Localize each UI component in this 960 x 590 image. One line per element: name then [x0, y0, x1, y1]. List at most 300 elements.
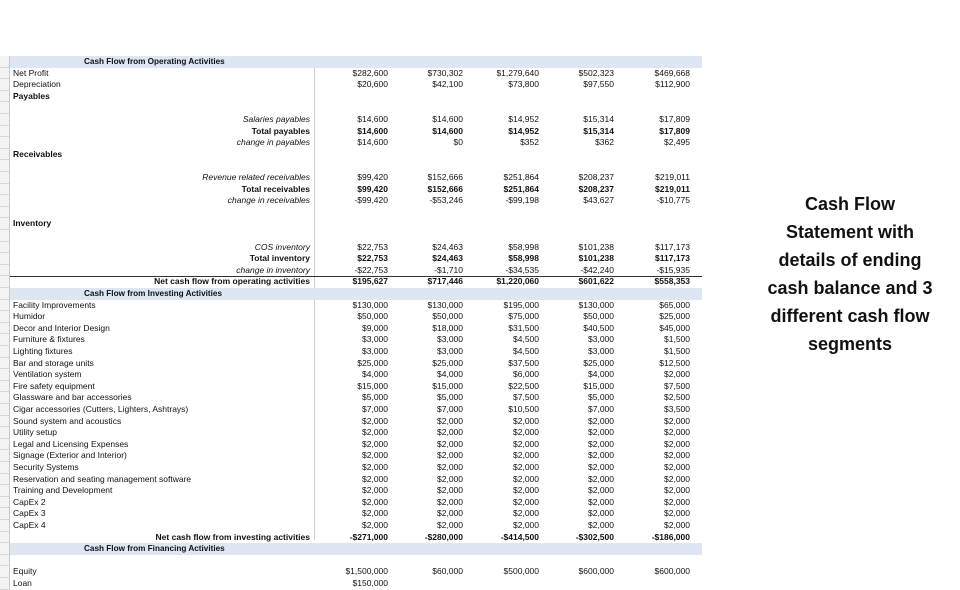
- table-row: [0, 532, 702, 544]
- value-cell[interactable]: $2,000: [362, 473, 388, 484]
- table-row: [0, 474, 702, 486]
- row-label[interactable]: Inventory: [13, 218, 52, 229]
- value-cell[interactable]: $7,000: [588, 404, 614, 414]
- table-row: [0, 392, 702, 404]
- row-header-cell[interactable]: [0, 474, 10, 486]
- value-cell[interactable]: $2,000: [362, 508, 388, 519]
- value-cell[interactable]: $2,000: [362, 462, 388, 472]
- table-row: [0, 508, 702, 520]
- row-header-cell[interactable]: [0, 392, 10, 404]
- value-cell[interactable]: $75,000: [508, 311, 539, 322]
- value-cell[interactable]: $2,000: [362, 415, 388, 426]
- value-cell[interactable]: $2,000: [513, 462, 539, 472]
- value-cell[interactable]: $73,800: [508, 79, 539, 90]
- row-label[interactable]: Furniture & fixtures: [13, 334, 85, 345]
- row-header-cell[interactable]: [0, 497, 10, 509]
- value-cell[interactable]: -$271,000: [349, 531, 388, 542]
- row-header-cell[interactable]: [0, 79, 10, 91]
- row-header-cell[interactable]: [0, 184, 10, 196]
- value-cell[interactable]: $14,952: [508, 114, 539, 124]
- row-header-cell[interactable]: [0, 543, 10, 555]
- row-label[interactable]: Legal and Licensing Expenses: [13, 438, 129, 449]
- row-label[interactable]: Total receivables: [241, 183, 310, 194]
- row-label[interactable]: CapEx 3: [13, 508, 46, 519]
- value-cell[interactable]: $9,000: [362, 322, 388, 333]
- row-header-cell[interactable]: [0, 172, 10, 184]
- value-cell[interactable]: $2,000: [437, 508, 463, 519]
- table-row: [0, 230, 702, 242]
- row-label[interactable]: Loan: [13, 578, 32, 588]
- row-header-cell[interactable]: [0, 578, 10, 590]
- value-cell[interactable]: $2,000: [664, 496, 690, 507]
- row-label[interactable]: Signage (Exterior and Interior): [13, 450, 127, 461]
- row-header-cell[interactable]: [0, 520, 10, 532]
- value-cell[interactable]: $15,314: [583, 125, 614, 136]
- value-cell[interactable]: $4,500: [513, 334, 539, 345]
- table-row: [0, 184, 702, 196]
- value-cell[interactable]: $112,900: [655, 79, 690, 90]
- row-label[interactable]: Net cash flow from investing activities: [155, 531, 310, 542]
- value-cell[interactable]: $2,000: [588, 473, 614, 484]
- value-cell[interactable]: $1,500: [664, 334, 690, 345]
- row-label[interactable]: Equity: [13, 566, 37, 577]
- value-cell[interactable]: $50,000: [432, 311, 463, 322]
- table-row: [0, 172, 702, 184]
- value-cell[interactable]: $2,000: [513, 450, 539, 461]
- row-label[interactable]: Cash Flow from Investing Activities: [84, 289, 222, 298]
- value-cell[interactable]: $40,500: [583, 322, 614, 333]
- table-row: [0, 276, 702, 288]
- row-label[interactable]: Cash Flow from Financing Activities: [84, 544, 225, 554]
- value-cell[interactable]: $97,550: [583, 79, 614, 90]
- value-cell[interactable]: $7,500: [664, 380, 690, 391]
- row-label[interactable]: Net Profit: [13, 67, 49, 78]
- value-cell[interactable]: $15,000: [357, 380, 388, 391]
- value-cell[interactable]: $717,446: [427, 276, 463, 287]
- value-cell[interactable]: $25,000: [357, 357, 388, 368]
- row-label[interactable]: Humidor: [13, 311, 46, 322]
- row-label[interactable]: Utility setup: [13, 427, 57, 438]
- value-cell[interactable]: $20,600: [357, 79, 388, 90]
- table-row: [0, 195, 702, 207]
- row-header-cell[interactable]: [0, 137, 10, 149]
- row-header-cell[interactable]: [0, 265, 10, 277]
- row-header-cell[interactable]: [0, 68, 10, 80]
- value-cell[interactable]: $558,353: [654, 276, 690, 287]
- value-cell[interactable]: $251,864: [503, 183, 539, 194]
- row-header-cell[interactable]: [0, 102, 10, 114]
- row-header-cell[interactable]: [0, 555, 10, 567]
- value-cell[interactable]: $195,627: [352, 276, 388, 287]
- table-row: [0, 160, 702, 172]
- row-label[interactable]: Salaries payables: [242, 114, 310, 124]
- row-label[interactable]: CapEx 4: [13, 520, 46, 530]
- table-row: [0, 126, 702, 138]
- table-row: [0, 566, 702, 578]
- value-cell[interactable]: $31,500: [508, 322, 539, 333]
- table-row: [0, 578, 702, 590]
- row-label[interactable]: Receivables: [13, 148, 63, 159]
- value-cell[interactable]: $2,000: [437, 438, 463, 449]
- row-label[interactable]: Total inventory: [249, 253, 310, 264]
- table-row: [0, 91, 702, 103]
- value-cell[interactable]: $1,500,000: [345, 566, 388, 577]
- value-cell[interactable]: $37,500: [508, 357, 539, 368]
- value-cell[interactable]: $2,000: [362, 450, 388, 461]
- row-header-cell[interactable]: [0, 218, 10, 230]
- value-cell[interactable]: $2,000: [437, 496, 463, 507]
- value-cell[interactable]: $25,000: [583, 357, 614, 368]
- row-header-cell[interactable]: [0, 160, 10, 172]
- row-label[interactable]: Revenue related receivables: [202, 172, 310, 182]
- table-row: [0, 68, 702, 80]
- table-row: [0, 497, 702, 509]
- value-cell[interactable]: $99,420: [357, 172, 388, 182]
- value-cell[interactable]: $5,000: [588, 392, 614, 403]
- value-cell[interactable]: -$186,000: [651, 531, 690, 542]
- value-cell[interactable]: $1,220,060: [496, 276, 539, 287]
- row-label[interactable]: change in inventory: [236, 264, 310, 275]
- value-cell[interactable]: $2,000: [664, 438, 690, 449]
- row-header-cell[interactable]: [0, 566, 10, 578]
- value-cell[interactable]: $14,952: [508, 125, 539, 136]
- side-caption: Cash Flow Statement with details of ending cash balance and 3 different cash flow segments: [767, 194, 933, 354]
- row-label[interactable]: Decor and Interior Design: [13, 322, 110, 333]
- row-label[interactable]: Bar and storage units: [13, 357, 94, 368]
- value-cell[interactable]: -$10,775: [656, 195, 690, 206]
- value-cell[interactable]: $4,000: [362, 369, 388, 380]
- value-cell[interactable]: $58,998: [508, 241, 539, 252]
- row-label[interactable]: COS inventory: [254, 241, 310, 252]
- value-cell[interactable]: $2,000: [513, 438, 539, 449]
- value-cell[interactable]: $7,000: [437, 404, 463, 414]
- value-cell[interactable]: $251,864: [503, 172, 539, 182]
- value-cell[interactable]: $2,000: [588, 438, 614, 449]
- row-header-cell[interactable]: [0, 230, 10, 242]
- value-cell[interactable]: $60,000: [432, 566, 463, 577]
- row-label[interactable]: Net cash flow from operating activities: [154, 276, 310, 287]
- table-row: [0, 381, 702, 393]
- value-cell[interactable]: $15,000: [583, 380, 614, 391]
- value-cell[interactable]: $2,000: [588, 415, 614, 426]
- row-label[interactable]: Reservation and seating management software: [13, 473, 192, 484]
- value-cell[interactable]: $22,753: [357, 253, 388, 264]
- row-label[interactable]: Payables: [13, 90, 50, 101]
- row-header-cell[interactable]: [0, 416, 10, 428]
- row-label[interactable]: change in receivables: [227, 195, 310, 206]
- value-cell[interactable]: $42,100: [432, 79, 463, 90]
- table-row: [0, 450, 702, 462]
- row-header-cell[interactable]: [0, 462, 10, 474]
- value-cell[interactable]: $24,463: [432, 241, 463, 252]
- value-cell[interactable]: $2,000: [362, 427, 388, 438]
- value-cell[interactable]: $150,000: [352, 578, 388, 588]
- row-header-cell[interactable]: [0, 485, 10, 497]
- value-cell[interactable]: $208,237: [578, 172, 614, 182]
- row-header-cell[interactable]: [0, 346, 10, 358]
- row-header-cell[interactable]: [0, 288, 10, 300]
- row-label[interactable]: Cigar accessories (Cutters, Lighters, Ashtrays): [13, 404, 189, 414]
- value-cell[interactable]: $4,500: [513, 346, 539, 356]
- value-cell[interactable]: $2,000: [588, 462, 614, 472]
- value-cell[interactable]: $2,000: [588, 496, 614, 507]
- value-cell[interactable]: -$53,246: [429, 195, 463, 206]
- value-cell[interactable]: $25,000: [432, 357, 463, 368]
- row-header-cell[interactable]: [0, 450, 10, 462]
- value-cell[interactable]: $14,600: [432, 125, 463, 136]
- row-header-cell[interactable]: [0, 91, 10, 103]
- table-row: [0, 218, 702, 230]
- value-cell[interactable]: $2,000: [437, 473, 463, 484]
- value-cell[interactable]: $130,000: [578, 299, 614, 310]
- value-cell[interactable]: $152,666: [427, 172, 463, 182]
- table-row: [0, 311, 702, 323]
- value-cell[interactable]: $600,000: [654, 566, 690, 577]
- value-cell[interactable]: $17,809: [659, 125, 690, 136]
- row-header-cell[interactable]: [0, 195, 10, 207]
- value-cell[interactable]: $219,011: [655, 183, 690, 194]
- row-label[interactable]: Total payables: [251, 125, 310, 136]
- value-cell[interactable]: $601,622: [578, 276, 614, 287]
- value-cell[interactable]: -$1,710: [434, 264, 463, 275]
- table-row: [0, 462, 702, 474]
- row-header-cell[interactable]: [0, 311, 10, 323]
- section-header-row: [0, 288, 702, 300]
- value-cell[interactable]: $5,000: [437, 392, 463, 403]
- value-cell[interactable]: $2,000: [588, 485, 614, 496]
- table-row: [0, 416, 702, 428]
- value-cell[interactable]: $2,000: [437, 415, 463, 426]
- value-cell[interactable]: $282,600: [352, 67, 388, 78]
- value-cell[interactable]: $2,000: [437, 462, 463, 472]
- row-header-cell[interactable]: [0, 334, 10, 346]
- value-cell[interactable]: $2,000: [437, 520, 463, 530]
- value-cell[interactable]: $2,000: [362, 438, 388, 449]
- value-cell[interactable]: $2,000: [513, 520, 539, 530]
- spreadsheet: [0, 56, 702, 588]
- value-cell[interactable]: $15,000: [432, 380, 463, 391]
- value-cell[interactable]: -$302,500: [575, 531, 614, 542]
- value-cell[interactable]: $2,000: [513, 473, 539, 484]
- value-cell[interactable]: -$280,000: [424, 531, 463, 542]
- table-row: [0, 555, 702, 567]
- row-header-cell[interactable]: [0, 276, 10, 288]
- value-cell[interactable]: $2,000: [588, 427, 614, 438]
- value-cell[interactable]: -$99,198: [505, 195, 539, 206]
- value-cell[interactable]: $2,000: [664, 473, 690, 484]
- value-cell[interactable]: $50,000: [583, 311, 614, 322]
- value-cell[interactable]: $469,668: [654, 67, 690, 78]
- value-cell[interactable]: $352: [520, 137, 539, 148]
- table-row: [0, 427, 702, 439]
- value-cell[interactable]: $730,302: [427, 67, 463, 78]
- row-header-cell[interactable]: [0, 253, 10, 265]
- row-header-cell[interactable]: [0, 126, 10, 138]
- table-row: [0, 334, 702, 346]
- value-cell[interactable]: $14,600: [357, 137, 388, 148]
- value-cell[interactable]: $2,000: [437, 450, 463, 461]
- row-header-cell[interactable]: [0, 404, 10, 416]
- value-cell[interactable]: $65,000: [659, 299, 690, 310]
- value-cell[interactable]: $22,753: [357, 241, 388, 252]
- table-row: [0, 485, 702, 497]
- table-row: [0, 346, 702, 358]
- value-cell[interactable]: $2,000: [362, 520, 388, 530]
- value-cell[interactable]: $502,323: [578, 67, 614, 78]
- value-cell[interactable]: $2,000: [664, 415, 690, 426]
- table-row: [0, 114, 702, 126]
- value-cell[interactable]: $2,000: [664, 427, 690, 438]
- value-cell[interactable]: $2,500: [664, 392, 690, 403]
- table-row: [0, 207, 702, 219]
- row-label[interactable]: Depreciation: [13, 79, 61, 90]
- value-cell[interactable]: $1,279,640: [496, 67, 539, 78]
- value-cell[interactable]: $99,420: [357, 183, 388, 194]
- value-cell[interactable]: $2,000: [362, 485, 388, 496]
- value-cell[interactable]: $3,000: [437, 334, 463, 345]
- value-cell[interactable]: $600,000: [578, 566, 614, 577]
- value-cell[interactable]: $22,500: [508, 380, 539, 391]
- value-cell[interactable]: $10,500: [508, 404, 539, 414]
- value-cell[interactable]: $2,495: [664, 137, 690, 148]
- value-cell[interactable]: $130,000: [427, 299, 463, 310]
- value-cell[interactable]: $1,500: [664, 346, 690, 356]
- value-cell[interactable]: $2,000: [513, 508, 539, 519]
- value-cell[interactable]: $500,000: [503, 566, 539, 577]
- table-row: [0, 520, 702, 532]
- value-cell[interactable]: $117,173: [655, 241, 690, 252]
- value-cell[interactable]: $12,500: [659, 357, 690, 368]
- value-cell[interactable]: $101,238: [578, 241, 614, 252]
- value-cell[interactable]: $50,000: [357, 311, 388, 322]
- value-cell[interactable]: $2,000: [664, 450, 690, 461]
- value-cell[interactable]: $2,000: [437, 427, 463, 438]
- value-cell[interactable]: $3,000: [362, 346, 388, 356]
- value-cell[interactable]: $7,000: [362, 404, 388, 414]
- value-cell[interactable]: $14,600: [432, 114, 463, 124]
- value-cell[interactable]: $362: [595, 137, 614, 148]
- value-cell[interactable]: $219,011: [655, 172, 690, 182]
- value-cell[interactable]: $101,238: [578, 253, 614, 264]
- row-label[interactable]: Sound system and acoustics: [13, 415, 122, 426]
- table-row: [0, 102, 702, 114]
- value-cell[interactable]: $2,000: [513, 485, 539, 496]
- row-header-cell[interactable]: [0, 149, 10, 161]
- row-label[interactable]: Ventilation system: [13, 369, 82, 380]
- value-cell[interactable]: $2,000: [664, 520, 690, 530]
- row-header-cell[interactable]: [0, 369, 10, 381]
- value-cell[interactable]: $2,000: [664, 508, 690, 519]
- row-header-cell[interactable]: [0, 242, 10, 254]
- value-cell[interactable]: $130,000: [352, 299, 388, 310]
- value-cell[interactable]: $3,500: [664, 404, 690, 414]
- row-header-cell[interactable]: [0, 427, 10, 439]
- row-header-cell[interactable]: [0, 439, 10, 451]
- table-row: [0, 242, 702, 254]
- value-cell[interactable]: $117,173: [655, 253, 690, 264]
- row-label[interactable]: change in payables: [236, 137, 310, 148]
- value-cell[interactable]: $14,600: [357, 125, 388, 136]
- value-cell[interactable]: $7,500: [513, 392, 539, 403]
- row-label[interactable]: Glassware and bar accessories: [13, 392, 132, 403]
- row-label[interactable]: Facility Improvements: [13, 299, 96, 310]
- value-cell[interactable]: $4,000: [588, 369, 614, 380]
- row-header-cell[interactable]: [0, 381, 10, 393]
- value-cell[interactable]: $2,000: [588, 450, 614, 461]
- value-cell[interactable]: $3,000: [588, 346, 614, 356]
- value-cell[interactable]: $3,000: [362, 334, 388, 345]
- row-header-cell[interactable]: [0, 56, 10, 68]
- value-cell[interactable]: -$414,500: [500, 531, 539, 542]
- table-row: [0, 137, 702, 149]
- row-header-cell[interactable]: [0, 207, 10, 219]
- value-cell[interactable]: $5,000: [362, 392, 388, 403]
- table-row: [0, 369, 702, 381]
- value-cell[interactable]: -$34,535: [505, 264, 539, 275]
- value-cell[interactable]: $25,000: [659, 311, 690, 322]
- value-cell[interactable]: -$42,240: [580, 264, 614, 275]
- row-header-cell[interactable]: [0, 358, 10, 370]
- value-cell[interactable]: $4,000: [437, 369, 463, 380]
- value-cell[interactable]: $0: [453, 137, 463, 148]
- value-cell[interactable]: -$99,420: [354, 195, 388, 206]
- row-label[interactable]: Training and Development: [13, 485, 113, 496]
- value-cell[interactable]: $24,463: [432, 253, 463, 264]
- value-cell[interactable]: $2,000: [664, 462, 690, 472]
- value-cell[interactable]: $2,000: [664, 485, 690, 496]
- row-label[interactable]: Lighting fixtures: [13, 346, 73, 356]
- row-header-cell[interactable]: [0, 300, 10, 312]
- row-label[interactable]: Cash Flow from Operating Activities: [84, 57, 225, 66]
- value-cell[interactable]: $2,000: [664, 369, 690, 380]
- table-row: [0, 149, 702, 161]
- value-cell[interactable]: $2,000: [588, 508, 614, 519]
- value-cell[interactable]: $2,000: [362, 496, 388, 507]
- value-cell[interactable]: $58,998: [508, 253, 539, 264]
- row-label[interactable]: Fire safety equipment: [13, 380, 95, 391]
- value-cell[interactable]: $2,000: [513, 427, 539, 438]
- value-cell[interactable]: $45,000: [659, 322, 690, 333]
- value-cell[interactable]: $14,600: [357, 114, 388, 124]
- value-cell[interactable]: $2,000: [513, 496, 539, 507]
- value-cell[interactable]: -$22,753: [354, 264, 388, 275]
- value-cell[interactable]: $6,000: [513, 369, 539, 380]
- value-cell[interactable]: $43,627: [583, 195, 614, 206]
- row-header-cell[interactable]: [0, 114, 10, 126]
- value-cell[interactable]: $18,000: [432, 322, 463, 333]
- value-cell[interactable]: $17,809: [659, 114, 690, 124]
- table-row: [0, 323, 702, 335]
- table-row: [0, 79, 702, 91]
- value-cell[interactable]: $15,314: [583, 114, 614, 124]
- value-cell[interactable]: $2,000: [513, 415, 539, 426]
- value-cell[interactable]: $152,666: [427, 183, 463, 194]
- value-cell[interactable]: -$15,935: [656, 264, 690, 275]
- value-cell[interactable]: $3,000: [588, 334, 614, 345]
- value-cell[interactable]: $3,000: [437, 346, 463, 356]
- table-row: [0, 404, 702, 416]
- value-cell[interactable]: $195,000: [503, 299, 539, 310]
- row-header-cell[interactable]: [0, 508, 10, 520]
- value-cell[interactable]: $2,000: [437, 485, 463, 496]
- section-header-row: [0, 543, 702, 555]
- row-label[interactable]: Security Systems: [13, 462, 79, 472]
- row-label[interactable]: CapEx 2: [13, 496, 46, 507]
- row-header-cell[interactable]: [0, 323, 10, 335]
- row-header-cell[interactable]: [0, 532, 10, 544]
- value-cell[interactable]: $2,000: [588, 520, 614, 530]
- value-cell[interactable]: $208,237: [578, 183, 614, 194]
